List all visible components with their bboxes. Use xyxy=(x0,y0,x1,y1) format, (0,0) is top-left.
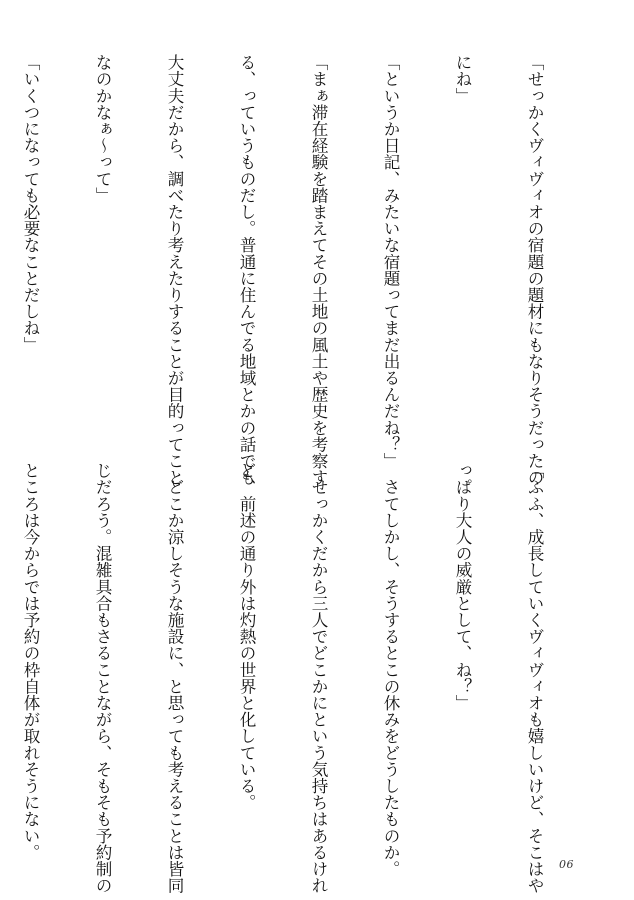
text-line: なのかなぁ～って」 xyxy=(93,54,112,204)
text-line: どこか涼しそうな施設に、と思っても考えることは皆同 xyxy=(165,462,184,894)
text-line: 大丈夫だから、調べたり考えたりすることが目的ってこと xyxy=(165,54,184,486)
text-line: っぱり大人の威厳として、ね？」 xyxy=(453,462,472,711)
text-line: 「まぁ滞在経験を踏まえてその土地の風土や歴史を考察す xyxy=(309,54,328,486)
page-number: 06 xyxy=(559,858,574,871)
text-line: 「ふふ、成長していくヴィヴィオも嬉しいけど、そこはや xyxy=(525,462,544,894)
text-line: 「せっかくヴィヴィオの宿題の題材にもなりそうだったの xyxy=(525,54,544,486)
text-line: せっかくだから三人でどこかにという気持ちはあるけれ xyxy=(309,462,328,894)
text-line: さてしかし、そうするとこの休みをどうしたものか。 xyxy=(381,462,400,877)
text-line: 「いくつになっても必要なことだしね」 xyxy=(21,54,40,353)
upper-text-block xyxy=(21,54,594,486)
text-line: ところは今からでは予約の枠自体が取れそうにない。 xyxy=(21,462,40,861)
text-line: にね」 xyxy=(453,54,472,104)
text-line: 「というか日記、みたいな宿題ってまだ出るんだね？」 xyxy=(381,54,400,469)
text-line: ど、前述の通り外は灼熱の世界と化している。 xyxy=(237,462,256,811)
text-line: じだろう。混雑具合もさることながら、そもそも予約制の xyxy=(93,462,112,894)
text-line: る、っていうものだし。普通に住んでる地域とかの話でも xyxy=(237,54,256,486)
